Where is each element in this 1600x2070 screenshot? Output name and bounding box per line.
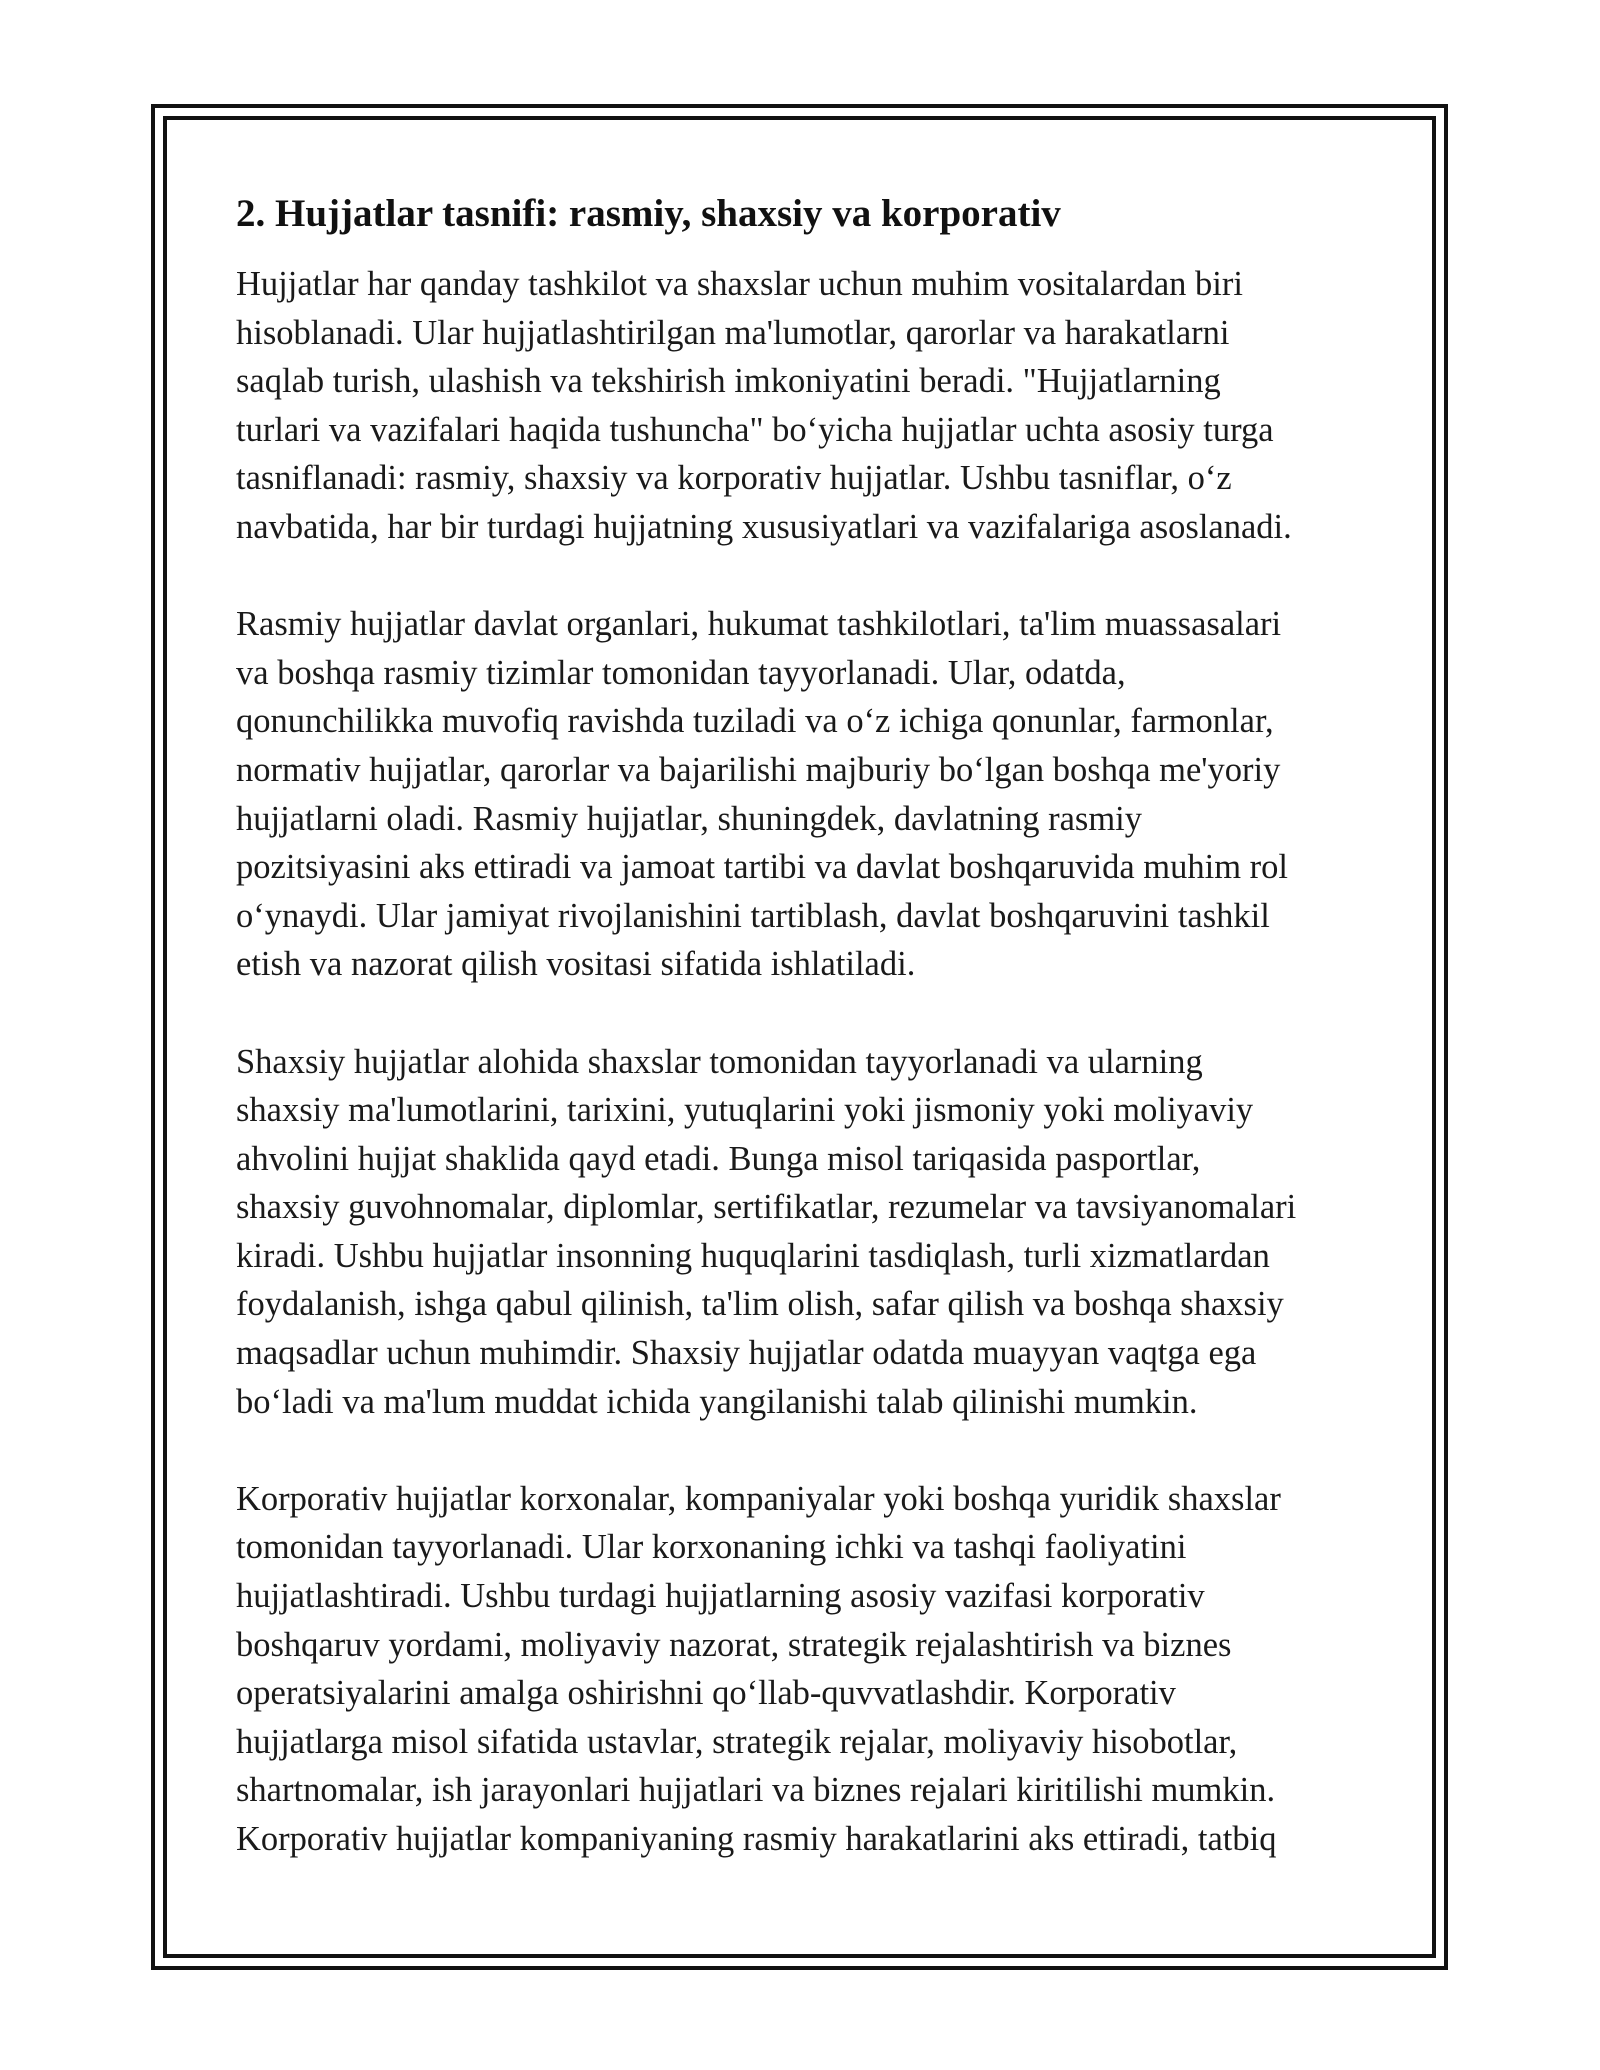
- text-line: tasniflanadi: rasmiy, shaxsiy va korporativ hujjatlar. Ushbu tasniflar, o‘z: [236, 459, 1232, 498]
- paragraph-official-documents: [236, 600, 1376, 989]
- paragraph-intro: [236, 260, 1376, 552]
- paragraph-corporate-documents: [236, 1475, 1376, 1864]
- text-line: kiradi. Ushbu hujjatlar insonning huquqlarini tasdiqlash, turli xizmatlardan: [236, 1236, 1270, 1275]
- text-line: saqlab turish, ulashish va tekshirish imkoniyatini beradi. "Hujjatlarning: [236, 362, 1221, 401]
- text-line: hujjatlashtiradi. Ushbu turdagi hujjatlarning asosiy vazifasi korporativ: [236, 1577, 1205, 1616]
- text-line: shaxsiy guvohnomalar, diplomlar, sertifikatlar, rezumelar va tavsiyanomalari: [236, 1188, 1297, 1227]
- text-line: o‘ynaydi. Ular jamiyat rivojlanishini tartiblash, davlat boshqaruvini tashkil: [236, 896, 1270, 935]
- text-line: Korporativ hujjatlar korxonalar, kompaniyalar yoki boshqa yuridik shaxslar: [236, 1479, 1281, 1518]
- text-line: Shaxsiy hujjatlar alohida shaxslar tomonidan tayyorlanadi va ularning: [236, 1042, 1203, 1081]
- text-line: hisoblanadi. Ular hujjatlashtirilgan ma'lumotlar, qarorlar va harakatlarni: [236, 313, 1230, 352]
- text-line: boshqaruv yordami, moliyaviy nazorat, strategik rejalashtirish va biznes: [236, 1625, 1232, 1664]
- paragraph-personal-documents: [236, 1038, 1376, 1427]
- text-line: foydalanish, ishga qabul qilinish, ta'lim olish, safar qilish va boshqa shaxsiy: [236, 1285, 1284, 1324]
- document-body: [236, 186, 1376, 1912]
- text-line: operatsiyalarini amalga oshirishni qo‘llab-quvvatlashdir. Korporativ: [236, 1674, 1176, 1713]
- text-line: Rasmiy hujjatlar davlat organlari, hukumat tashkilotlari, ta'lim muassasalari: [236, 605, 1282, 644]
- text-line: turlari va vazifalari haqida tushuncha" bo‘yicha hujjatlar uchta asosiy turga: [236, 410, 1274, 449]
- text-line: pozitsiyasini aks ettiradi va jamoat tartibi va davlat boshqaruvida muhim rol: [236, 848, 1288, 887]
- text-line: ahvolini hujjat shaklida qayd etadi. Bunga misol tariqasida pasportlar,: [236, 1139, 1201, 1178]
- text-line: qonunchilikka muvofiq ravishda tuziladi va o‘z ichiga qonunlar, farmonlar,: [236, 702, 1274, 741]
- text-line: shaxsiy ma'lumotlarini, tarixini, yutuqlarini yoki jismoniy yoki moliyaviy: [236, 1091, 1254, 1130]
- text-line: Korporativ hujjatlar kompaniyaning rasmiy harakatlarini aks ettiradi, tatbiq: [236, 1820, 1277, 1858]
- text-line: maqsadlar uchun muhimdir. Shaxsiy hujjatlar odatda muayyan vaqtga ega: [236, 1334, 1257, 1373]
- text-line: tomonidan tayyorlanadi. Ular korxonaning ichki va tashqi faoliyatini: [236, 1528, 1187, 1567]
- text-line: shartnomalar, ish jarayonlari hujjatlari va biznes rejalari kiritilishi mumkin.: [236, 1771, 1276, 1810]
- text-line: va boshqa rasmiy tizimlar tomonidan tayyorlanadi. Ular, odatda,: [236, 653, 1126, 692]
- text-line: hujjatlarni oladi. Rasmiy hujjatlar, shuningdek, davlatning rasmiy: [236, 799, 1142, 838]
- text-line: bo‘ladi va ma'lum muddat ichida yangilanishi talab qilinishi mumkin.: [236, 1382, 1198, 1421]
- section-heading: 2. Hujjatlar tasnifi: rasmiy, shaxsiy va korporativ: [236, 192, 1061, 235]
- text-line: Hujjatlar har qanday tashkilot va shaxslar uchun muhim vositalardan biri: [236, 265, 1243, 303]
- text-line: normativ hujjatlar, qarorlar va bajarilishi majburiy bo‘lgan boshqa me'yoriy: [236, 750, 1281, 789]
- text-line: etish va nazorat qilish vositasi sifatida ishlatiladi.: [236, 945, 916, 984]
- text-line: navbatida, har bir turdagi hujjatning xususiyatlari va vazifalariga asoslanadi.: [236, 507, 1292, 546]
- text-line: hujjatlarga misol sifatida ustavlar, strategik rejalar, moliyaviy hisobotlar,: [236, 1722, 1238, 1761]
